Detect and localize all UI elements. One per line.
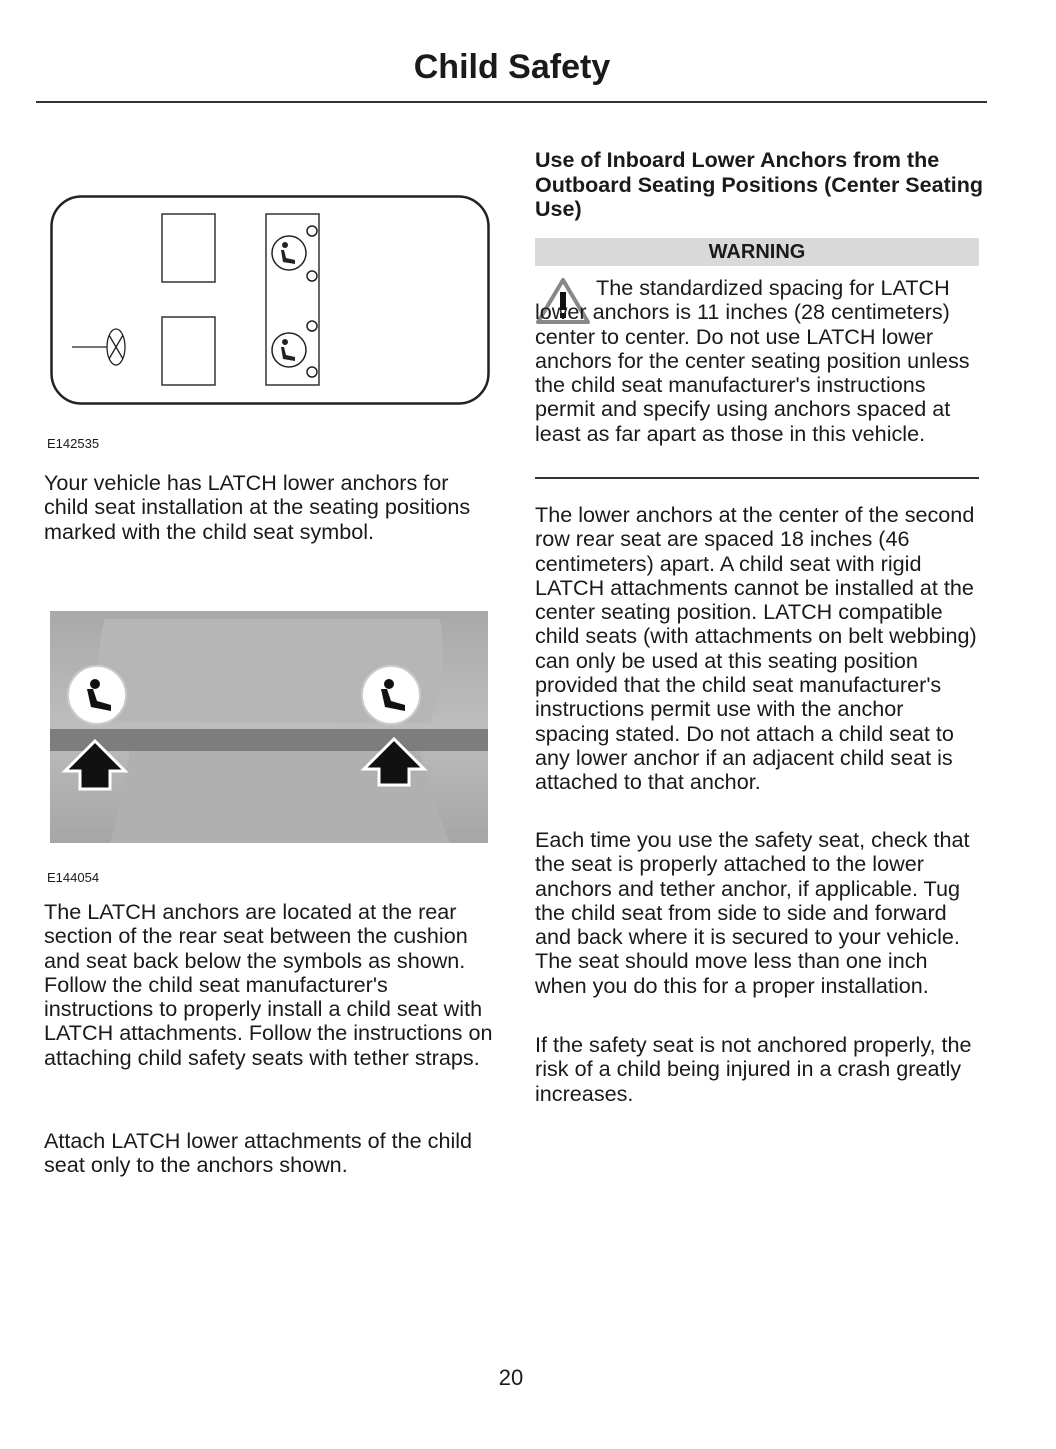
- warning-divider: [535, 477, 979, 479]
- page-number: 20: [498, 1365, 524, 1390]
- seating-diagram: [50, 195, 492, 407]
- child-seat-symbol-icon: [272, 226, 317, 377]
- body-paragraph: If the safety seat is not anchored properly, the risk of a child being injured in a crash greatly increases.: [535, 1032, 972, 1106]
- body-paragraph: The LATCH anchors are located at the rear section of the rear seat between the cushion and seat back below the symbols as shown. Follow the child seat manufacturer's instructions to properly install a child seat with LATCH attachments. Follow the instructions on attaching child safety seats with tether straps.: [44, 899, 493, 1070]
- body-paragraph: Your vehicle has LATCH lower anchors for child seat installation at the seating positions marked with the child seat symbol.: [44, 470, 471, 544]
- steering-wheel-icon: [72, 329, 125, 365]
- page-title: Child Safety: [413, 48, 611, 86]
- figure-caption: E142535: [47, 436, 100, 451]
- warning-label: WARNING: [535, 238, 979, 266]
- latch-anchor-photo: [50, 611, 488, 843]
- warning-text: The standardized spacing for LATCH lower anchors is 11 inches (28 centimeters) center to center. Do not use LATCH lower anchors for the center seating position unless the child seat manufacturer's instructions permit and specify using anchors spaced at least as far apart as those in this vehicle.: [535, 275, 970, 446]
- header-divider: [36, 101, 987, 103]
- body-paragraph: Each time you use the safety seat, check that the seat is properly attached to the lower anchors and tether anchor, if applicable. Tug the child seat from side to side and forward and back where it is secured to your vehicle. The seat should move less than one inch when you do this for a proper installation.: [535, 827, 970, 998]
- body-paragraph: The lower anchors at the center of the second row rear seat are spaced 18 inches (46 centimeters) apart. A child seat with rigid LATCH attachments cannot be installed at the center seating position. LATCH compatible child seats (with attachments on belt webbing) can only be used at this seating position provided that the child seat manufacturer's instructions permit use with the anchor spacing stated. Do not attach a child seat to any lower anchor if an adjacent child seat is attached to that anchor.: [535, 502, 977, 795]
- body-paragraph: Attach LATCH lower attachments of the child seat only to the anchors shown.: [44, 1128, 473, 1178]
- figure-caption: E144054: [47, 870, 100, 885]
- section-heading: Use of Inboard Lower Anchors from the Outboard Seating Positions (Center Seating Use): [535, 148, 983, 221]
